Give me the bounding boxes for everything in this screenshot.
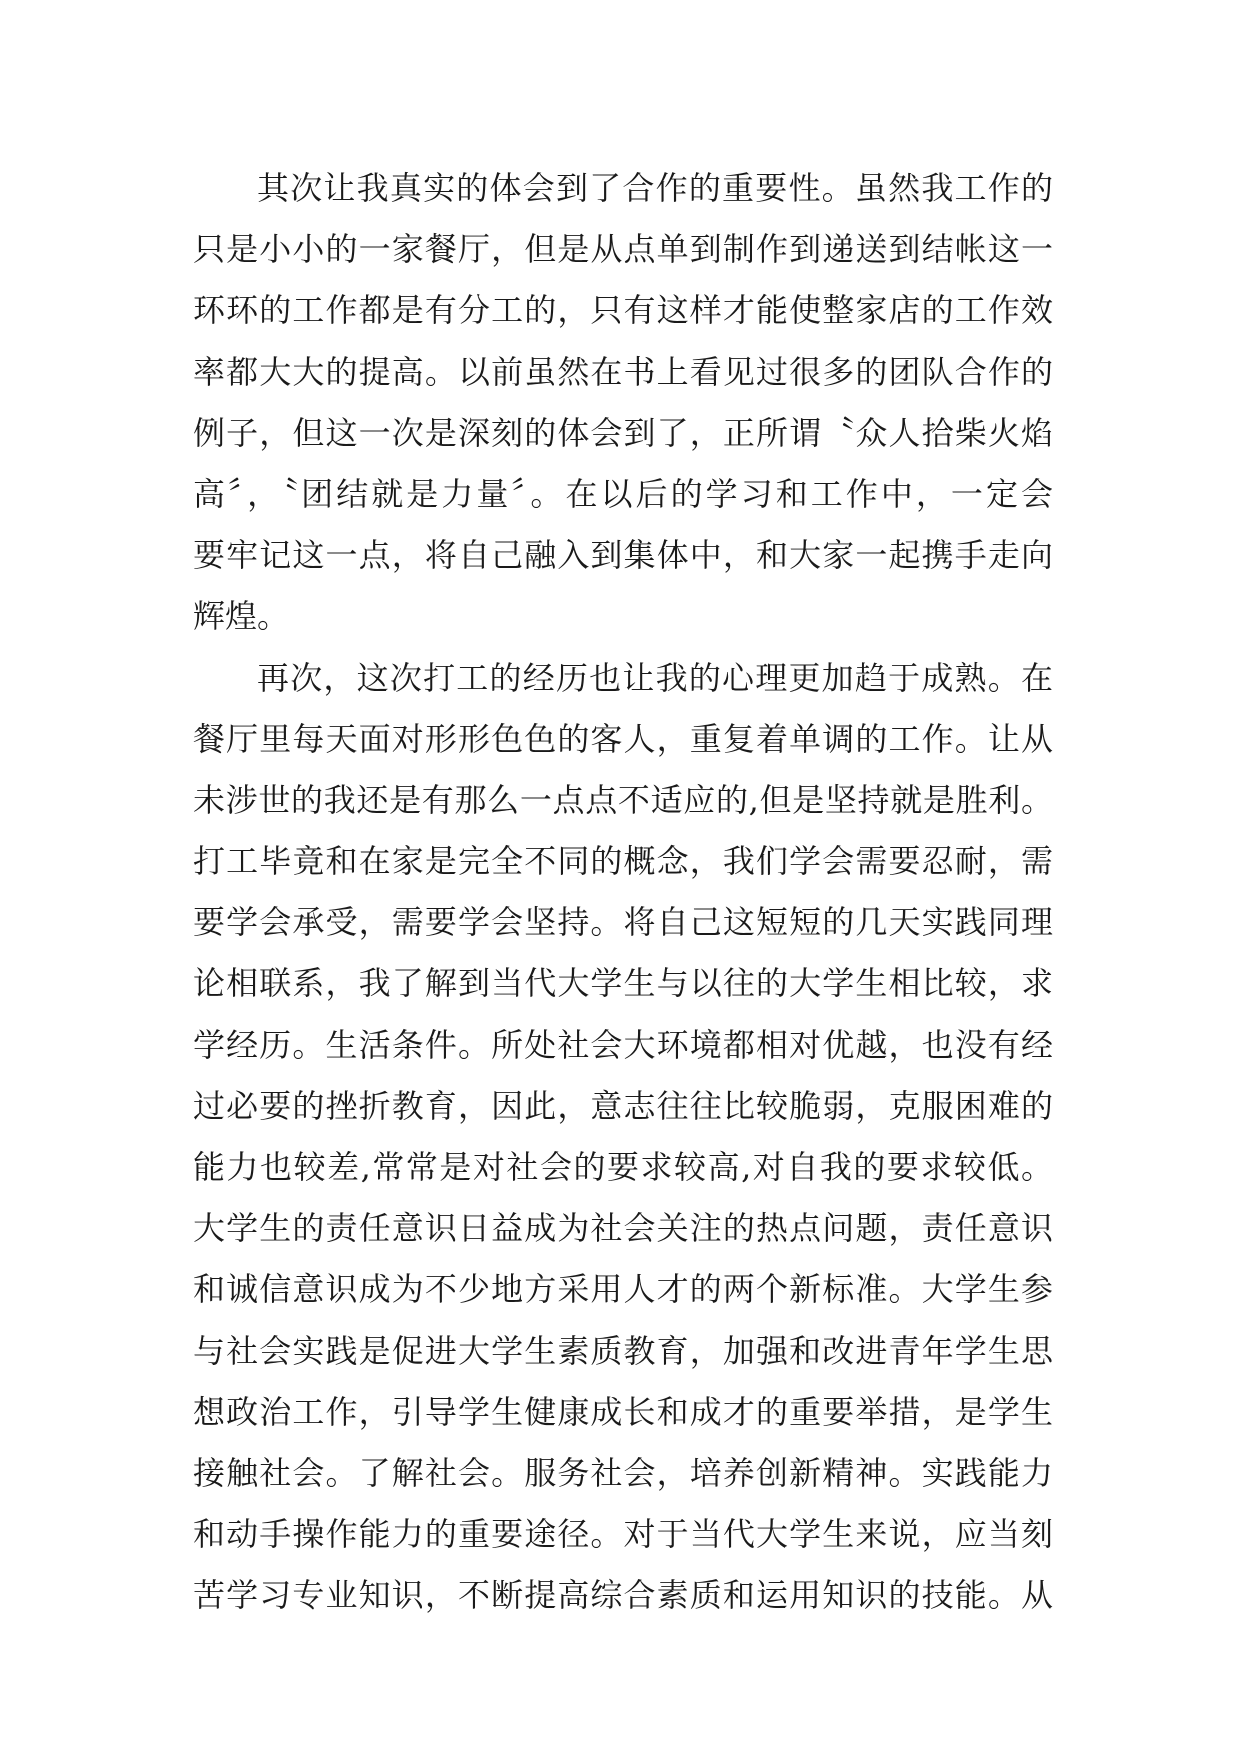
text-line: 学经历。生活条件。所处社会大环境都相对优越，也没有经: [193, 1025, 1053, 1064]
text-line: 只是小小的一家餐厅，但是从点单到制作到递送到结帐这一: [193, 230, 1053, 269]
text-line: 再次，这次打工的经历也让我的心理更加趋于成熟。在: [257, 658, 1053, 697]
body-text: [193, 158, 1053, 1627]
text-line: 大学生的责任意识日益成为社会关注的热点问题，责任意识: [193, 1209, 1053, 1248]
text-line: 接触社会。了解社会。服务社会，培养创新精神。实践能力: [193, 1453, 1053, 1492]
text-line: 想政治工作，引导学生健康成长和成才的重要举措，是学生: [193, 1392, 1053, 1431]
text-line: 要学会承受，需要学会坚持。将自己这短短的几天实践同理: [193, 903, 1053, 942]
text-line: 辉煌。: [193, 597, 290, 636]
text-line: 与社会实践是促进大学生素质教育，加强和改进青年学生思: [193, 1331, 1053, 1370]
text-line: 环环的工作都是有分工的，只有这样才能使整家店的工作效: [193, 291, 1053, 330]
text-line: 其次让我真实的体会到了合作的重要性。虽然我工作的: [257, 169, 1053, 207]
text-line: 打工毕竟和在家是完全不同的概念，我们学会需要忍耐，需: [193, 842, 1053, 881]
text-line: 和诚信意识成为不少地方采用人才的两个新标准。大学生参: [193, 1270, 1053, 1309]
text-line: 论相联系，我了解到当代大学生与以往的大学生相比较，求: [193, 964, 1053, 1003]
text-line: 和动手操作能力的重要途径。对于当代大学生来说，应当刻: [193, 1515, 1053, 1554]
text-line: 例子，但这一次是深刻的体会到了，正所谓〝众人拾柴火焰: [193, 413, 1053, 452]
text-line: 苦学习专业知识，不断提高综合素质和运用知识的技能。从: [193, 1576, 1053, 1615]
text-line: 餐厅里每天面对形形色色的客人，重复着单调的工作。让从: [193, 719, 1053, 758]
text-line: 能力也较差,常常是对社会的要求较高,对自我的要求较低。: [193, 1148, 1053, 1186]
text-line: 过必要的挫折教育，因此，意志往往比较脆弱，克服困难的: [193, 1086, 1053, 1125]
text-line: 要牢记这一点，将自己融入到集体中，和大家一起携手走向: [193, 536, 1053, 575]
text-line: 高〞，〝团结就是力量〞。在以后的学习和工作中，一定会: [193, 474, 1053, 513]
text-line: 率都大大的提高。以前虽然在书上看见过很多的团队合作的: [193, 352, 1053, 391]
text-line: 未涉世的我还是有那么一点点不适应的,但是坚持就是胜利。: [193, 780, 1053, 819]
